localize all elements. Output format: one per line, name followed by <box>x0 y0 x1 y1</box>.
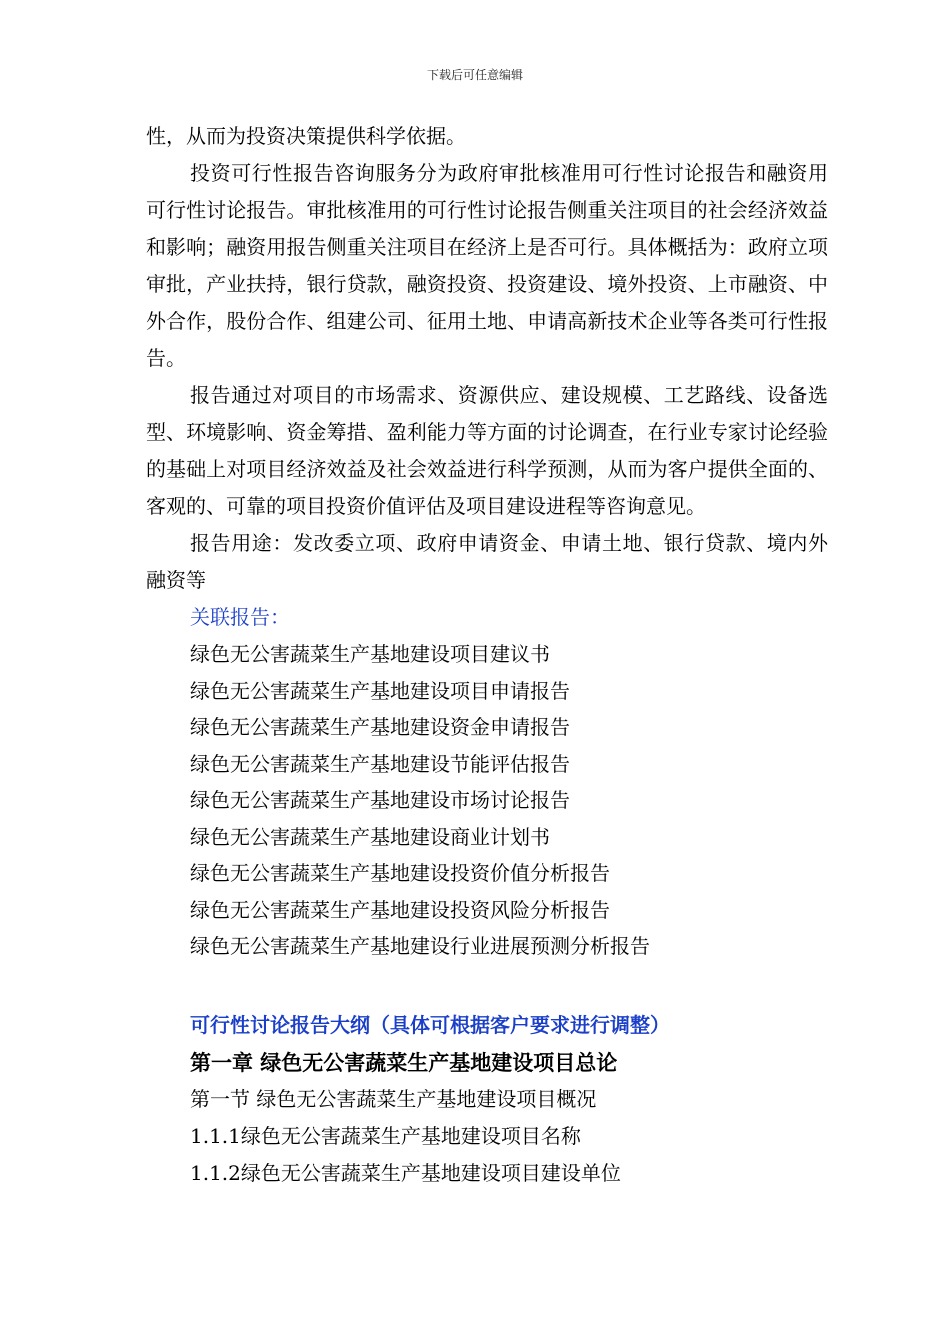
outline-title: 可行性讨论报告大纲（具体可根据客户要求进行调整） <box>190 1012 670 1037</box>
related-report-item: 绿色无公害蔬菜生产基地建设项目申请报告 <box>190 678 570 703</box>
chapter-heading: 第一章 绿色无公害蔬菜生产基地建设项目总论 <box>190 1049 618 1075</box>
related-report-item: 绿色无公害蔬菜生产基地建设商业计划书 <box>190 824 550 849</box>
related-report-item: 绿色无公害蔬菜生产基地建设项目建议书 <box>190 642 550 666</box>
paragraph-2: 投资可行性报告咨询服务分为政府审批核准用可行性讨论报告和融资用可行性讨论报告。审批核准用的可行性讨论报告侧重关注项目的社会经济效益和影响；融资用报告侧重关注项目在经济上是否可行。具体概括为：政府立项审批，产业扶持，银行贷款，融资投资、投资建设、境外投资、上市融资、中外合作，股份合作、组建公司、征用土地、申请高新技术企业等各类可行性报告。 <box>146 161 828 370</box>
spacer <box>146 965 828 1007</box>
paragraph-3: 报告通过对项目的市场需求、资源供应、建设规模、工艺路线、设备选型、环境影响、资金筹措、盈利能力等方面的讨论调查，在行业专家讨论经验的基础上对项目经济效益及社会效益进行科学预测，从而为客户提供全面的、客观的、可靠的项目投资价值评估及项目建设进程等咨询意见。 <box>146 383 828 518</box>
section-heading: 第一节 绿色无公害蔬菜生产基地建设项目概况 <box>190 1086 597 1111</box>
page-header: 下载后可任意编辑 <box>426 68 523 82</box>
related-report-item: 绿色无公害蔬菜生产基地建设行业进展预测分析报告 <box>190 934 650 958</box>
related-report-item: 绿色无公害蔬菜生产基地建设投资风险分析报告 <box>190 897 610 922</box>
paragraph-4: 报告用途：发改委立项、政府申请资金、申请土地、银行贷款、境内外融资等 <box>146 531 828 592</box>
related-report-item: 绿色无公害蔬菜生产基地建设市场讨论报告 <box>190 788 570 812</box>
related-report-item: 绿色无公害蔬菜生产基地建设资金申请报告 <box>190 715 570 739</box>
related-reports-heading: 关联报告： <box>190 605 290 629</box>
related-report-item: 绿色无公害蔬菜生产基地建设投资价值分析报告 <box>190 861 610 885</box>
outline-item: 1.1.2绿色无公害蔬菜生产基地建设项目建设单位 <box>190 1160 621 1185</box>
document-body <box>146 118 828 1192</box>
related-report-item: 绿色无公害蔬菜生产基地建设节能评估报告 <box>190 751 570 776</box>
related-reports-list <box>146 636 828 965</box>
outline-item: 1.1.1绿色无公害蔬菜生产基地建设项目名称 <box>190 1123 581 1148</box>
paragraph-1: 性，从而为投资决策提供科学依据。 <box>146 124 466 148</box>
